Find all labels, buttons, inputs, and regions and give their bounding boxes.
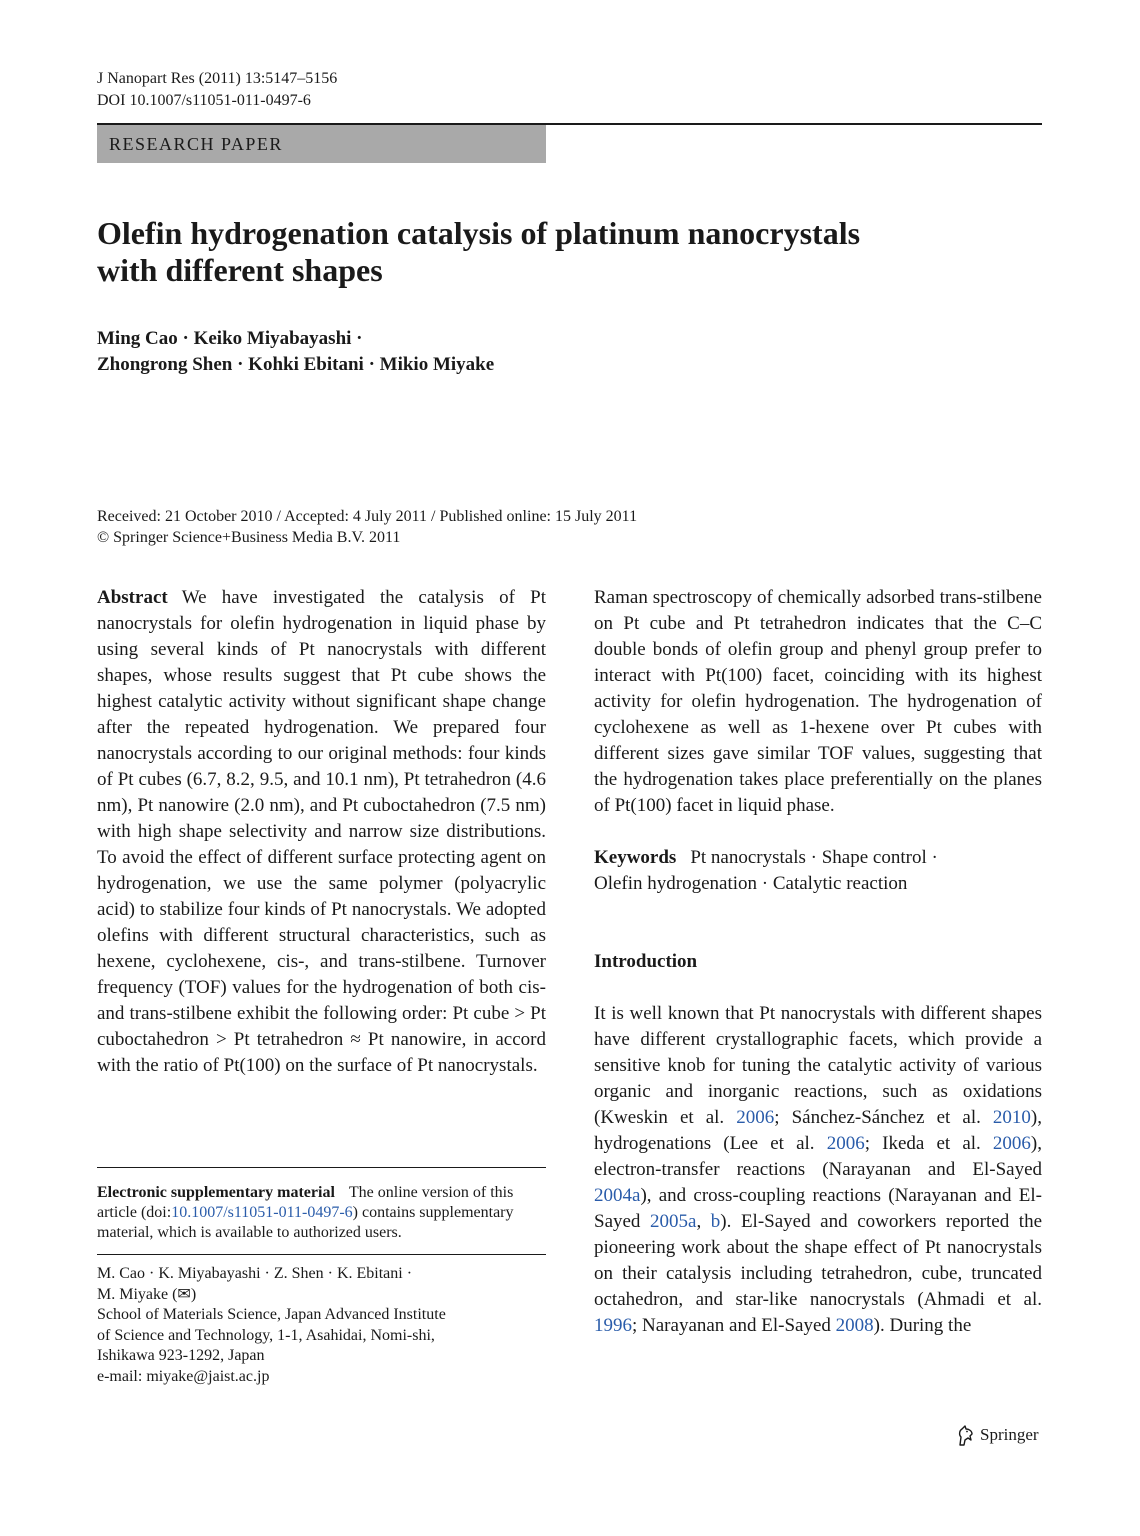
footnote-rule-bottom — [97, 1254, 546, 1255]
esm-label: Electronic supplementary material — [97, 1184, 335, 1201]
paper-title — [97, 215, 997, 289]
author-list — [97, 326, 797, 378]
affiliation-names-1: M. Cao · K. Miyabayashi · Z. Shen · K. Ebitani · — [97, 1265, 413, 1282]
keywords-line-1: Pt nanocrystals · Shape control · — [690, 847, 938, 868]
intro-text: ; Sánchez-Sánchez et al. — [774, 1107, 993, 1128]
publisher-name: Springer — [980, 1425, 1039, 1444]
affiliation-institute-1: School of Materials Science, Japan Advanced Institute — [97, 1306, 446, 1323]
left-column — [97, 585, 546, 1079]
article-dates — [97, 506, 997, 548]
abstract-paragraph — [97, 585, 546, 1079]
journal-header — [97, 68, 337, 112]
citation-link[interactable]: 2004a — [594, 1185, 641, 1206]
citation-link[interactable]: 1996 — [594, 1315, 632, 1336]
keywords-line-2: Olefin hydrogenation · Catalytic reaction — [594, 873, 908, 894]
section-banner-label: RESEARCH PAPER — [109, 134, 283, 154]
affiliation-email: e-mail: miyake@jaist.ac.jp — [97, 1367, 270, 1385]
right-column — [594, 585, 1042, 1339]
abstract-continuation: Raman spectroscopy of chemically adsorbed trans-stilbene on Pt cube and Pt tetrahedron indicates that the C–C double bonds of olefin group and phenyl group prefer to interact with Pt(100) facet, coinciding with its highest activity for olefin hydrogenation. The hydrogenation of cyclohexene as well as 1-hexene over Pt cubes with different sizes gave similar TOF values, suggesting that the hydrogenation takes place preferentially on the planes of Pt(100) facet in liquid phase. — [594, 587, 1042, 816]
publisher-mark — [956, 1424, 1039, 1446]
abstract-label: Abstract — [97, 587, 168, 608]
esm-doi-link[interactable]: 10.1007/s11051-011-0497-6 — [171, 1204, 353, 1221]
keywords-block — [594, 845, 1042, 897]
affiliation-names-2: M. Miyake (✉) — [97, 1285, 197, 1303]
intro-text: ; Narayanan and El-Sayed — [632, 1315, 836, 1336]
section-banner — [97, 125, 546, 163]
citation-link[interactable]: 2006 — [736, 1107, 775, 1128]
citation-link[interactable]: 2008 — [835, 1315, 874, 1336]
citation-link[interactable]: 2006 — [826, 1133, 865, 1154]
affiliation-block — [97, 1264, 546, 1387]
introduction-heading: Introduction — [594, 951, 698, 972]
intro-text: ). El-Sayed and coworkers reported the pioneering work about the shape effect of Pt nanocrystals on their catalysis including tetrahedron, cube, truncated octahedron, and star-like nanocrystals (Ahmadi et al. — [594, 1211, 1043, 1310]
journal-citation: J Nanopart Res (2011) 13:5147–5156 — [97, 70, 338, 87]
intro-text: ). During the — [873, 1315, 972, 1336]
intro-text: ; Ikeda et al. — [864, 1133, 993, 1154]
authors-line-2: Zhongrong Shen · Kohki Ebitani · Mikio Miyake — [97, 354, 495, 375]
copyright-line: © Springer Science+Business Media B.V. 2011 — [97, 529, 401, 546]
title-line-1: Olefin hydrogenation catalysis of platinum nanocrystals — [97, 215, 861, 251]
article-history: Received: 21 October 2010 / Accepted: 4 July 2011 / Published online: 15 July 2011 — [97, 508, 638, 525]
intro-text: It is well known that Pt nanocrystals with different shapes have different crystallographic facets, which provide a sensitive knob for tuning the catalytic activity of various organic and inorganic reactions, such as oxidations (Kweskin et al. — [594, 1003, 1042, 1128]
authors-line-1: Ming Cao · Keiko Miyabayashi · — [97, 328, 363, 349]
intro-text: ), and cross-coupling reactions (Narayanan and El-Sayed — [594, 1185, 1042, 1232]
citation-link[interactable]: 2005a — [650, 1211, 697, 1232]
abstract-text: We have investigated the catalysis of Pt nanocrystals for olefin hydrogenation in liquid phase by using several kinds of Pt nanocrystals with different shapes, whose results suggest that Pt cube shows the highest catalytic activity without significant shape change after the repeated hydrogenation. We prepared four nanocrystals according to our original methods: four kinds of Pt cubes (6.7, 8.2, 9.5, and 10.1 nm), Pt tetrahedron (4.6 nm), Pt nanowire (2.0 nm), and Pt cuboctahedron (7.5 nm) with high shape selectivity and narrow size distributions. To avoid the effect of different surface protecting agent on hydrogenation, we use the same polymer (polyacrylic acid) to stabilize four kinds of Pt nanocrystals. We adopted olefins with different structural characteristics, such as hexene, cyclohexene, cis-, and trans-stilbene. Turnover frequency (TOF) values for the hydrogenation of both cis- and trans-stilbene exhibit the following order: Pt cube > Pt cuboctahedron > Pt tetrahedron ≈ Pt nanowire, in accord with the ratio of Pt(100) on the surface of Pt nanocrystals. — [97, 587, 546, 1076]
intro-text: ), electron-transfer reactions (Narayanan and El-Sayed — [594, 1133, 1042, 1180]
citation-link[interactable]: 2010 — [992, 1107, 1031, 1128]
keywords-label: Keywords — [594, 847, 677, 868]
introduction-paragraph — [594, 1001, 1042, 1339]
intro-text: , — [696, 1211, 711, 1232]
citation-link[interactable]: b — [710, 1211, 721, 1232]
supplementary-note — [97, 1183, 546, 1243]
doi-line: DOI 10.1007/s11051-011-0497-6 — [97, 92, 311, 109]
affiliation-institute-3: Ishikawa 923-1292, Japan — [97, 1347, 265, 1364]
intro-text: ), hydrogenations (Lee et al. — [594, 1107, 1042, 1154]
esm-text-b: ) contains supplementary material, which is available to authorized users. — [97, 1204, 514, 1241]
affiliation-institute-2: of Science and Technology, 1-1, Asahidai, Nomi-shi, — [97, 1326, 435, 1344]
citation-link[interactable]: 2006 — [992, 1133, 1031, 1154]
springer-horse-icon — [956, 1424, 976, 1446]
esm-text-a: The online version of this article (doi: — [97, 1184, 514, 1221]
title-line-2: with different shapes — [97, 252, 383, 288]
footnote-rule-top — [97, 1167, 546, 1168]
